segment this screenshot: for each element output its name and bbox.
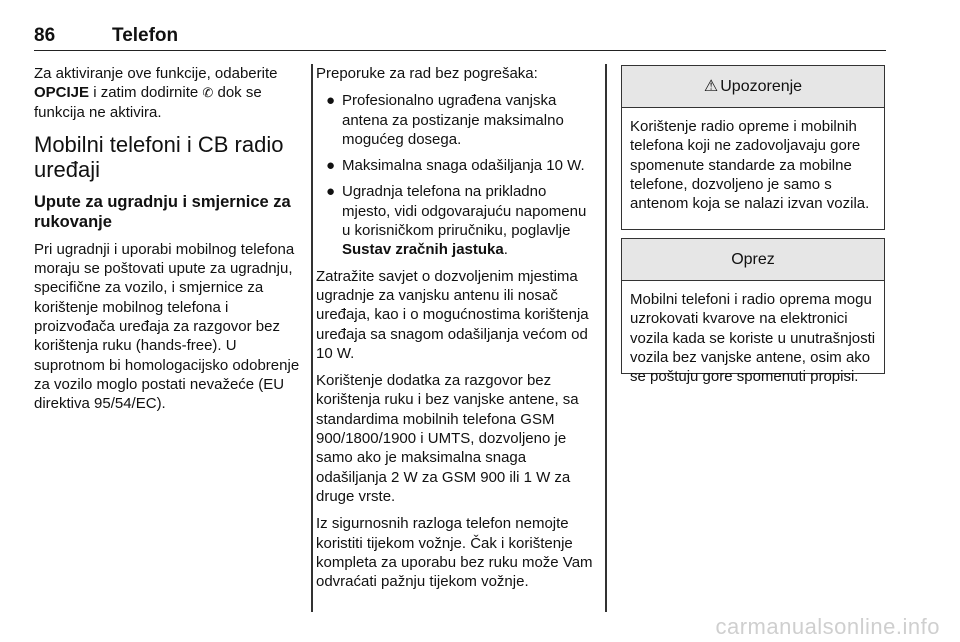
body-paragraph: Zatražite savjet o dozvoljenim mjestima ugradnje za vanjsku antenu ili nosač uređaja, kao i o mogućnostima korištenja uređaja sa snagom odašiljanja većom od 10 W.: [316, 267, 589, 362]
airbag-reference: Sustav zračnih jastuka: [342, 241, 504, 259]
body-paragraph: Pri ugradnji i uporabi mobilnog telefona moraju se poštovati upute za ugradnju, specifične za vozilo, i smjernice za korištenje mobilnog telefona i proizvođača uređaja za razgovor bez korištenja ruku (hands-free). U suprotnom bi homologacijsko odobrenje za vozilo moglo postati nevažeće (EU direktiva 95/54/EC).: [34, 240, 300, 413]
bullet-icon: ●: [326, 157, 336, 175]
running-title: Telefon: [112, 25, 179, 46]
intro-paragraph: Za aktiviranje ove funkcije, odaberite OPCIJE i zatim dodirnite ✆ dok se funkcija ne aktivira.: [34, 65, 278, 121]
column-divider: [605, 64, 607, 612]
watermark: carmanualsonline.info: [715, 614, 940, 639]
column-divider: [311, 64, 313, 612]
body-paragraph: Iz sigurnosnih razloga telefon nemojte koristiti tijekom vožnje. Čak i korištenje kompleta za uporabu bez ruku može Vam odvraćati pažnju tijekom vožnje.: [316, 515, 593, 591]
warning-triangle-icon: ⚠: [703, 78, 719, 95]
caution-text: Mobilni telefoni i radio oprema mogu uzrokovati kvarove na elektronici vozila kada se koriste u unutrašnjosti vozila bez vanjske antene, osim ako se poštuju gore spomenuti propisi.: [630, 291, 876, 386]
subsection-heading: Upute za ugradnju i smjernice za rukovanje: [34, 192, 291, 231]
recommendations-list: [316, 91, 594, 259]
page-number: 86: [34, 25, 56, 46]
recommendations-lead: Preporuke za rad bez pogrešaka:: [316, 65, 538, 82]
section-heading: Mobilni telefoni i CB radio uređaji: [34, 131, 284, 182]
opcije-label: OPCIJE: [34, 84, 90, 102]
column-middle: [316, 64, 594, 599]
page-header: [34, 22, 886, 51]
warning-header: [622, 66, 884, 108]
caution-title: Oprez: [622, 239, 884, 281]
body-paragraph: Korištenje dodatka za razgovor bez korištenja ruku i bez vanjske antene, sa standardima mobilnih telefona GSM 900/1800/1900 i UMTS, dozvoljeno je samo ako je maksimalna snaga odašiljanja 2 W za GSM 900 ili 1 W za druge vrste.: [316, 372, 579, 505]
column-left: [34, 64, 302, 422]
list-item: ● Profesionalno ugrađena vanjska antena za postizanje maksimalno mogućeg dosega.: [326, 92, 564, 148]
bullet-icon: ●: [326, 183, 336, 201]
bullet-icon: ●: [326, 92, 336, 110]
warning-text: Korištenje radio opreme i mobilnih telefona koji ne zadovoljavaju gore spomenute standarde za mobilne telefone, dozvoljeno je samo s antenom koja se nalazi izvan vozila.: [630, 118, 870, 213]
caution-box: [621, 238, 885, 386]
warning-title: Upozorenje: [720, 78, 803, 95]
warning-box: [621, 65, 885, 230]
list-item: ● Maksimalna snaga odašiljanja 10 W.: [326, 157, 585, 175]
phone-icon: ✆: [202, 85, 214, 101]
list-item: ● Ugradnja telefona na prikladno mjesto, vidi odgovarajuću napomenu u korisničkom priručniku, poglavlje Sustav zračnih jastuka.: [326, 183, 587, 259]
